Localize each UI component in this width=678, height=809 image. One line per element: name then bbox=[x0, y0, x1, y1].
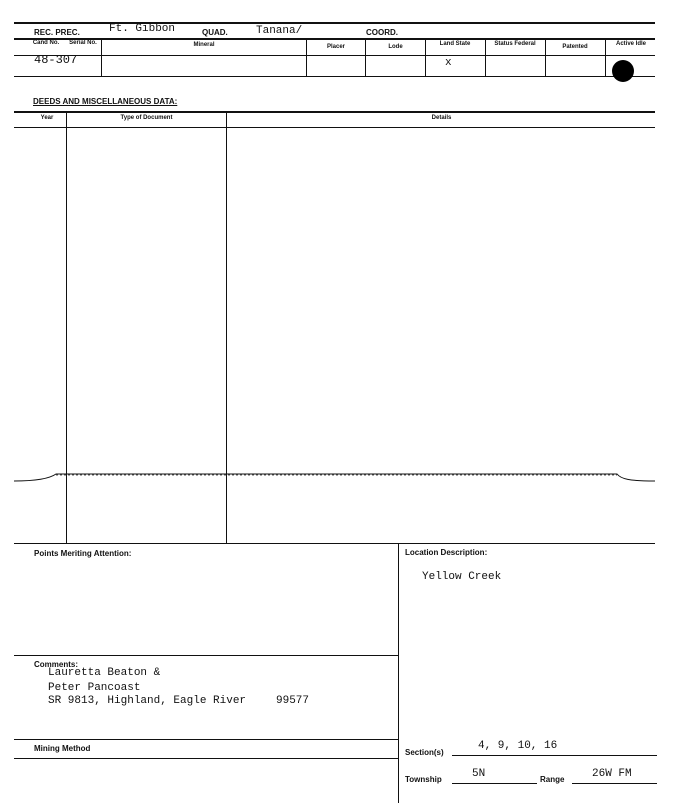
divider bbox=[365, 38, 366, 76]
col-status-federal: Status Federal bbox=[494, 41, 536, 47]
deeds-header-bottom bbox=[14, 127, 655, 128]
range-label: Range bbox=[540, 775, 565, 784]
rec-prec-value: Ft. Gibbon bbox=[109, 23, 176, 35]
land-state-value: x bbox=[445, 57, 452, 69]
divider bbox=[605, 38, 606, 76]
col-land-state: Land State bbox=[439, 41, 471, 47]
location-label: Location Description: bbox=[405, 548, 488, 557]
points-label: Points Meriting Attention: bbox=[34, 549, 132, 558]
col-year: Year bbox=[40, 115, 54, 121]
mining-method-label: Mining Method bbox=[34, 744, 91, 753]
comments-line2: Peter Pancoast bbox=[48, 682, 141, 694]
range-value: 26W FM bbox=[592, 768, 632, 780]
bottom-center-divider bbox=[398, 543, 399, 803]
active-marker-icon bbox=[612, 60, 634, 82]
divider bbox=[425, 38, 426, 76]
comments-zip: 99577 bbox=[276, 695, 310, 707]
col-patented: Patented bbox=[562, 44, 588, 50]
rec-prec-label: REC. PREC. bbox=[34, 28, 80, 37]
range-underline bbox=[572, 783, 657, 784]
col-lode: Lode bbox=[388, 44, 403, 50]
comments-line1: Lauretta Beaton & bbox=[48, 667, 161, 679]
comments-bottom-border bbox=[14, 739, 398, 740]
sections-label: Section(s) bbox=[405, 748, 444, 757]
points-bottom-border bbox=[14, 655, 398, 656]
col-active-idle: Active Idle bbox=[615, 41, 646, 47]
header-bottom-border bbox=[14, 38, 655, 40]
township-label: Township bbox=[405, 775, 442, 784]
col-placer: Placer bbox=[326, 44, 345, 50]
township-value: 5N bbox=[472, 768, 486, 780]
sections-value: 4, 9, 10, 16 bbox=[478, 740, 558, 752]
deeds-bottom-border bbox=[14, 543, 655, 544]
comments-label: Comments: bbox=[34, 660, 79, 669]
page-fold-line bbox=[14, 466, 655, 486]
divider bbox=[545, 38, 546, 76]
deeds-title: DEEDS AND MISCELLANEOUS DATA: bbox=[33, 97, 178, 106]
column-header-bottom bbox=[14, 55, 655, 56]
cand-no-value: 48-307 bbox=[34, 53, 78, 67]
quad-label: QUAD. bbox=[202, 28, 228, 37]
mining-method-line bbox=[14, 758, 398, 759]
coord-label: COORD. bbox=[366, 28, 398, 37]
comments-line3: SR 9813, Highland, Eagle River bbox=[48, 695, 247, 707]
row-bottom bbox=[14, 76, 655, 77]
col-type-of-document: Type of Document bbox=[120, 115, 173, 121]
col-details: Details bbox=[431, 115, 452, 121]
deeds-top-border bbox=[14, 111, 655, 113]
col-serial-no: Serial No. bbox=[69, 40, 97, 46]
location-value: Yellow Creek bbox=[422, 571, 502, 583]
township-underline bbox=[452, 783, 537, 784]
sections-underline bbox=[452, 755, 657, 756]
divider bbox=[101, 38, 102, 76]
divider bbox=[306, 38, 307, 76]
col-mineral: Mineral bbox=[193, 42, 215, 48]
quad-value: Tanana/ bbox=[256, 25, 303, 37]
col-cand-no: Cand No. bbox=[32, 40, 60, 46]
divider bbox=[485, 38, 486, 76]
